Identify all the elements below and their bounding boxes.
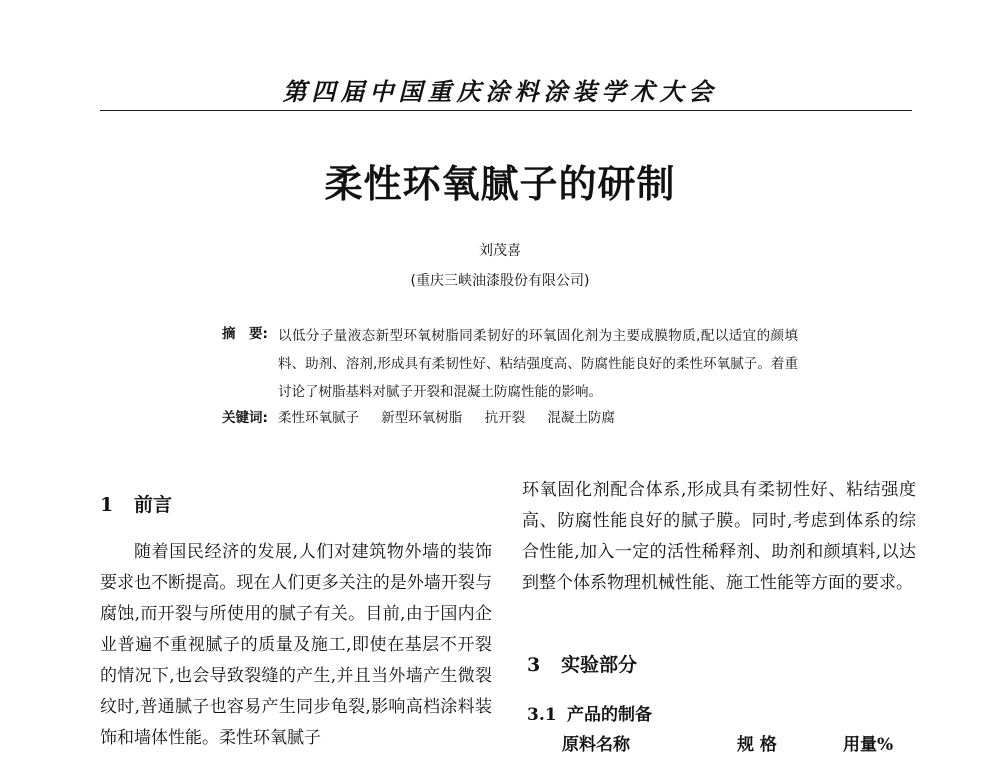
section-1-title: 前言 — [134, 494, 173, 516]
section-1-paragraph: 随着国民经济的发展,人们对建筑物外墙的装饰要求也不断提高。现在人们更多关注的是外墙开裂与腐蚀,而开裂与所使用的腻子有关。目前,由于国内企业普遍不重视腻子的质量及施工,即使在基层不开裂的情况下,也会导致裂缝的产生,并且当外墙产生微裂纹时,普通腻子也容易产生同步龟裂,影响高档涂料装饰和墙体性能。柔性环氧腻子 — [100, 542, 492, 748]
abstract-text: 以低分子量液态新型环氧树脂同柔韧好的环氧固化剂为主要成膜物质,配以适宜的颜填料、助剂、溶剂,形成具有柔韧性好、粘结强度高、防腐性能良好的柔性环氧腻子。着重讨论了树脂基料对腻子开裂和混凝土防腐性能的影响。 — [278, 328, 798, 400]
subsection-3-1-number: 3.1 — [527, 705, 557, 725]
keyword-item: 抗开裂 — [484, 410, 526, 426]
table-header-material: 原料名称 — [562, 735, 630, 755]
keyword-item: 混凝土防腐 — [547, 410, 615, 426]
section-3-number: 3 — [527, 654, 541, 676]
author-name: 刘茂喜 — [479, 243, 521, 259]
subsection-3-1-heading — [527, 700, 652, 725]
keyword-item: 柔性环氧腻子 — [278, 410, 359, 426]
section-1-heading — [100, 490, 172, 517]
table-header-spec: 规 格 — [737, 735, 777, 755]
section-3-heading — [527, 650, 637, 677]
conference-header: 第四届中国重庆涂料涂装学术大会 — [282, 77, 718, 106]
author-affiliation: (重庆三峡油漆股份有限公司) — [410, 273, 590, 289]
subsection-3-1-title: 产品的制备 — [567, 705, 652, 725]
section-1-number: 1 — [100, 494, 114, 516]
header-rule — [100, 110, 912, 111]
table-header-amount: 用量% — [843, 735, 894, 755]
right-column — [522, 475, 916, 599]
keywords-list — [278, 406, 633, 426]
abstract-label: 摘 要: — [222, 326, 268, 342]
keyword-item: 新型环氧树脂 — [381, 410, 463, 426]
right-column-paragraph: 环氧固化剂配合体系,形成具有柔韧性好、粘结强度高、防腐性能良好的腻子膜。同时,考虑到体系的综合性能,加入一定的活性稀释剂、助剂和颜填料,以达到整个体系物理机械性能、施工性能等方面的要求。 — [522, 480, 916, 593]
keywords-label: 关键词: — [222, 410, 268, 426]
section-3-title: 实验部分 — [561, 654, 638, 676]
paper-title: 柔性环氧腻子的研制 — [324, 161, 676, 206]
left-column — [100, 537, 492, 754]
